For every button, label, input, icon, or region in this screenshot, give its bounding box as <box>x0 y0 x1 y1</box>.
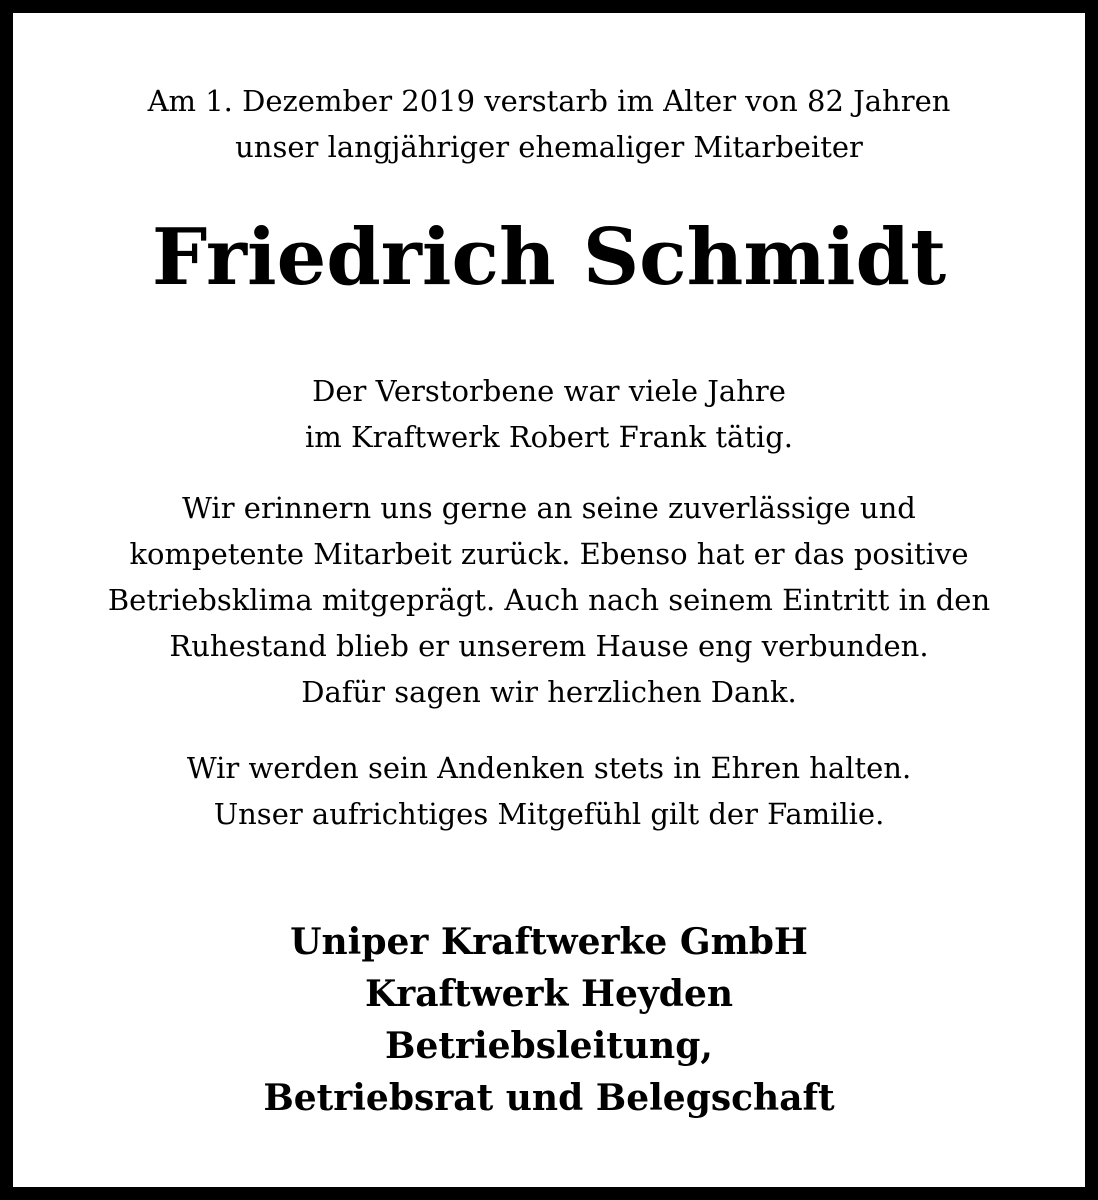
intro-line: Am 1. Dezember 2019 verstarb im Alter von 82 Jahren <box>147 84 951 118</box>
signature-company: Uniper Kraftwerke GmbH <box>290 921 808 963</box>
signature-staff: Betriebsrat und Belegschaft <box>263 1077 835 1119</box>
paragraph-line: Dafür sagen wir herzlichen Dank. <box>301 675 797 709</box>
paragraph-line: im Kraftwerk Robert Frank tätig. <box>305 420 793 454</box>
paragraph-line: Ruhestand blieb er unserem Hause eng verbunden. <box>169 629 929 663</box>
paragraph-remembrance <box>0 485 1098 715</box>
intro-line: unser langjähriger ehemaliger Mitarbeiter <box>235 130 863 164</box>
paragraph-condolence <box>0 745 1098 837</box>
paragraph-line: Betriebsklima mitgeprägt. Auch nach seinem Eintritt in den <box>107 583 991 617</box>
deceased-name-text: Friedrich Schmidt <box>151 212 947 303</box>
intro-text <box>0 78 1098 170</box>
paragraph-line: Der Verstorbene war viele Jahre <box>312 374 786 408</box>
paragraph-line: kompetente Mitarbeit zurück. Ebenso hat er das positive <box>129 537 969 571</box>
paragraph-employment <box>0 368 1098 460</box>
deceased-name <box>0 210 1098 306</box>
signature-plant: Kraftwerk Heyden <box>364 973 734 1015</box>
signature-block <box>0 916 1098 1124</box>
paragraph-line: Unser aufrichtiges Mitgefühl gilt der Familie. <box>213 797 885 831</box>
paragraph-line: Wir erinnern uns gerne an seine zuverlässige und <box>182 491 916 525</box>
paragraph-line: Wir werden sein Andenken stets in Ehren halten. <box>186 751 912 785</box>
signature-management: Betriebsleitung, <box>385 1025 713 1067</box>
